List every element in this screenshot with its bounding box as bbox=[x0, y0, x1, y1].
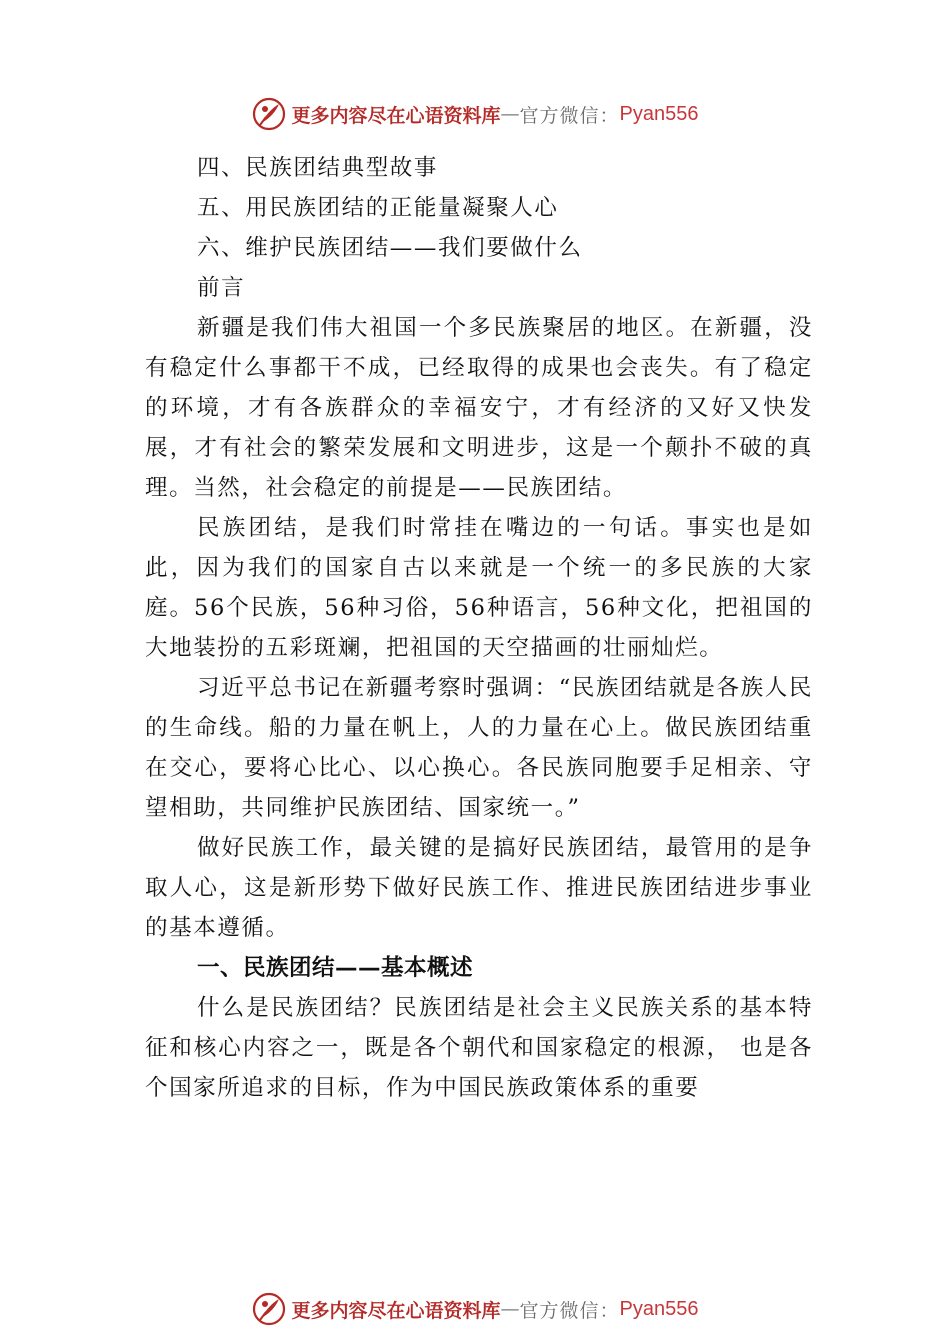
header-watermark-banner bbox=[0, 96, 950, 132]
banner-dash: — bbox=[500, 1298, 520, 1320]
feather-pen-logo-icon bbox=[252, 1292, 286, 1326]
document-body bbox=[145, 148, 813, 1108]
body-paragraph: 习近平总书记在新疆考察时强调：“民族团结就是各族人民的生命线。船的力量在帆上，人的力量在心上。做民族团结重在交心，要将心比心、以心换心。各民族同胞要手足相亲、守望相助，共同维护民族团结、国家统一。” bbox=[145, 675, 813, 821]
toc-item: 五、用民族团结的正能量凝聚人心 bbox=[197, 195, 559, 221]
toc-item: 六、维护民族团结——我们要做什么 bbox=[197, 235, 583, 261]
banner-wechat-label: 官方微信： bbox=[519, 1299, 620, 1322]
preface-title: 前言 bbox=[197, 275, 246, 301]
body-paragraph: 做好民族工作，最关键的是搞好民族团结，最管用的是争取人心，这是新形势下做好民族工作、推进民族团结进步事业的基本遵循。 bbox=[145, 835, 813, 941]
banner-dash: — bbox=[500, 103, 520, 125]
body-paragraph: 新疆是我们伟大祖国一个多民族聚居的地区。在新疆，没有稳定什么事都干不成，已经取得的成果也会丧失。有了稳定的环境，才有各族群众的幸福安宁，才有经济的又好又快发展，才有社会的繁荣发展和文明进步，这是一个颠扑不破的真理。当然，社会稳定的前提是——民族团结。 bbox=[145, 315, 813, 501]
toc-item: 四、民族团结典型故事 bbox=[197, 155, 439, 181]
footer-watermark-banner bbox=[0, 1291, 950, 1327]
body-paragraph: 民族团结，是我们时常挂在嘴边的一句话。事实也是如此，因为我们的国家自古以来就是一个统一的多民族的大家庭。56个民族，56种习俗，56种语言，56种文化，把祖国的大地装扮的五彩斑斓，把祖国的天空描画的壮丽灿烂。 bbox=[145, 515, 813, 661]
banner-wechat-label: 官方微信： bbox=[519, 104, 620, 127]
banner-wechat-id: Pyan556 bbox=[619, 102, 699, 125]
body-paragraph: 什么是民族团结？民族团结是社会主义民族关系的基本特征和核心内容之一，既是各个朝代和国家稳定的根源， 也是各个国家所追求的目标，作为中国民族政策体系的重要 bbox=[145, 995, 813, 1101]
banner-site-name: 更多内容尽在心语资料库 bbox=[291, 1299, 501, 1322]
section-heading: 一、民族团结——基本概述 bbox=[197, 955, 474, 981]
feather-pen-logo-icon bbox=[252, 97, 286, 131]
banner-site-name: 更多内容尽在心语资料库 bbox=[291, 104, 501, 127]
banner-wechat-id: Pyan556 bbox=[619, 1297, 699, 1320]
